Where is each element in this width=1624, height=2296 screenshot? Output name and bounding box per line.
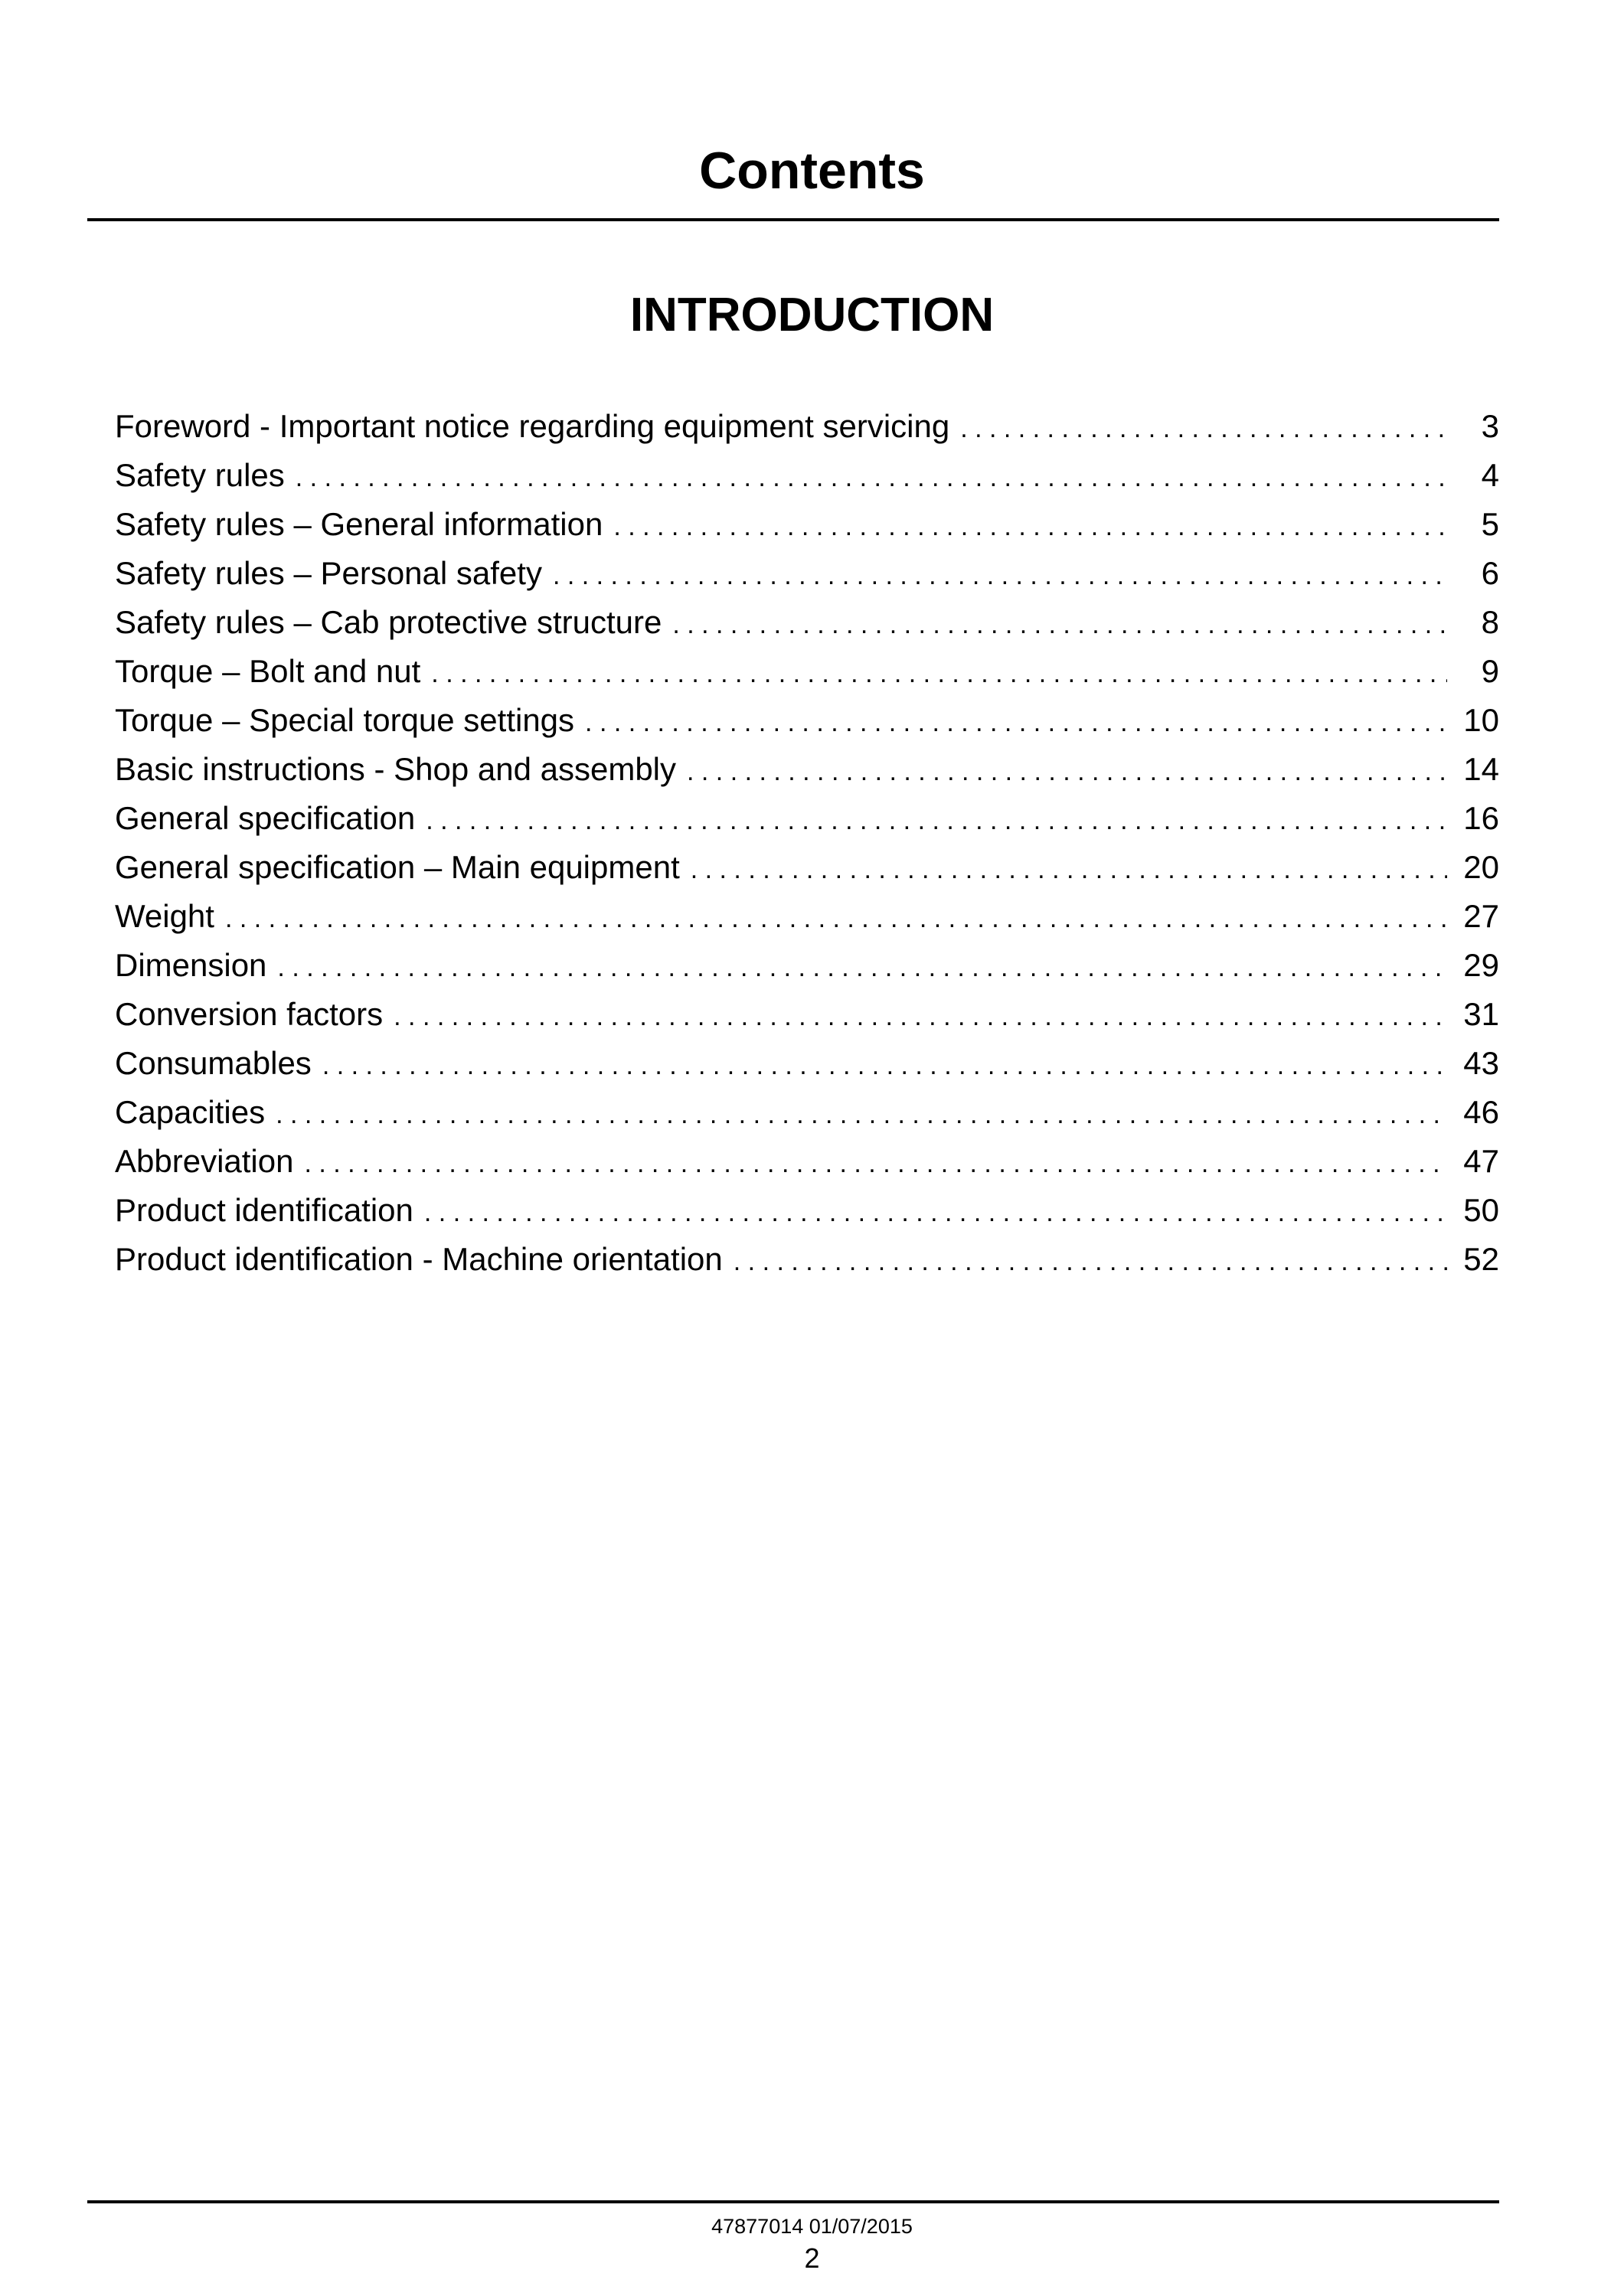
toc-entry-label: Foreword - Important notice regarding equipment servicing bbox=[115, 408, 950, 444]
toc-entry-page: 4 bbox=[1481, 457, 1499, 493]
document-reference: 47877014 01/07/2015 bbox=[711, 2215, 913, 2238]
dot-leader bbox=[304, 1139, 1447, 1188]
toc-entry-label: General specification – Main equipment bbox=[115, 849, 680, 885]
toc-entry[interactable] bbox=[115, 598, 1499, 647]
toc-entry-page: 50 bbox=[1463, 1192, 1499, 1228]
toc-entry[interactable] bbox=[115, 451, 1499, 500]
toc-entry-page: 14 bbox=[1463, 751, 1499, 787]
dot-leader bbox=[322, 1041, 1447, 1090]
page-number: 2 bbox=[804, 2242, 820, 2274]
toc-entry[interactable] bbox=[115, 892, 1499, 941]
dot-leader bbox=[553, 551, 1447, 600]
header-divider bbox=[87, 218, 1499, 221]
toc-entry[interactable] bbox=[115, 843, 1499, 892]
toc-entry-page: 52 bbox=[1463, 1241, 1499, 1277]
toc-entry-label: Abbreviation bbox=[115, 1143, 294, 1179]
toc-entry[interactable] bbox=[115, 1137, 1499, 1186]
dot-leader bbox=[426, 796, 1447, 845]
dot-leader bbox=[672, 600, 1447, 649]
toc-entry[interactable] bbox=[115, 745, 1499, 794]
toc-entry[interactable] bbox=[115, 941, 1499, 990]
toc-entry-page: 8 bbox=[1481, 604, 1499, 640]
dot-leader bbox=[691, 845, 1447, 894]
toc-entry-label: Safety rules bbox=[115, 457, 285, 493]
dot-leader bbox=[613, 502, 1447, 551]
toc-entry-label: Product identification bbox=[115, 1192, 413, 1228]
toc-entry-label: Capacities bbox=[115, 1094, 266, 1130]
toc-entry-label: Safety rules – Personal safety bbox=[115, 555, 542, 591]
toc-entry[interactable] bbox=[115, 696, 1499, 745]
toc-entry[interactable] bbox=[115, 402, 1499, 451]
toc-entry[interactable] bbox=[115, 1186, 1499, 1235]
toc-entry-label: Basic instructions - Shop and assembly bbox=[115, 751, 677, 787]
dot-leader bbox=[424, 1188, 1447, 1237]
toc-entry-label: Torque – Bolt and nut bbox=[115, 653, 421, 689]
dot-leader bbox=[394, 992, 1447, 1041]
table-of-contents bbox=[115, 402, 1499, 1284]
toc-entry-label: Safety rules – Cab protective structure bbox=[115, 604, 662, 640]
dot-leader bbox=[431, 649, 1447, 698]
toc-entry-page: 46 bbox=[1463, 1094, 1499, 1130]
toc-entry-label: Product identification - Machine orientation bbox=[115, 1241, 723, 1277]
toc-entry-page: 27 bbox=[1463, 898, 1499, 934]
toc-entry[interactable] bbox=[115, 1235, 1499, 1284]
toc-entry-label: Consumables bbox=[115, 1045, 312, 1081]
toc-entry[interactable] bbox=[115, 1039, 1499, 1088]
toc-entry-page: 31 bbox=[1463, 996, 1499, 1032]
dot-leader bbox=[276, 1090, 1447, 1139]
toc-entry[interactable] bbox=[115, 1088, 1499, 1137]
dot-leader bbox=[687, 747, 1447, 796]
toc-entry-page: 9 bbox=[1481, 653, 1499, 689]
toc-entry-label: Dimension bbox=[115, 947, 267, 983]
toc-entry-label: Torque – Special torque settings bbox=[115, 702, 575, 738]
toc-entry[interactable] bbox=[115, 647, 1499, 696]
toc-entry-page: 20 bbox=[1463, 849, 1499, 885]
toc-entry-label: Safety rules – General information bbox=[115, 506, 603, 542]
toc-entry[interactable] bbox=[115, 549, 1499, 598]
toc-entry-page: 47 bbox=[1463, 1143, 1499, 1179]
toc-entry[interactable] bbox=[115, 500, 1499, 549]
page-title: Contents bbox=[699, 142, 925, 200]
dot-leader bbox=[225, 894, 1447, 943]
toc-entry-page: 3 bbox=[1481, 408, 1499, 444]
toc-entry-page: 5 bbox=[1481, 506, 1499, 542]
toc-entry[interactable] bbox=[115, 794, 1499, 843]
footer-divider bbox=[87, 2200, 1499, 2203]
dot-leader bbox=[296, 453, 1447, 502]
dot-leader bbox=[277, 943, 1447, 992]
toc-entry-label: Weight bbox=[115, 898, 214, 934]
toc-entry-label: Conversion factors bbox=[115, 996, 384, 1032]
dot-leader bbox=[585, 698, 1447, 747]
dot-leader bbox=[734, 1237, 1447, 1286]
toc-entry-page: 10 bbox=[1463, 702, 1499, 738]
toc-entry-page: 29 bbox=[1463, 947, 1499, 983]
toc-entry-page: 16 bbox=[1463, 800, 1499, 836]
toc-entry-label: General specification bbox=[115, 800, 416, 836]
toc-entry-page: 43 bbox=[1463, 1045, 1499, 1081]
dot-leader bbox=[960, 404, 1447, 453]
toc-entry[interactable] bbox=[115, 990, 1499, 1039]
section-title: INTRODUCTION bbox=[629, 289, 995, 341]
toc-entry-page: 6 bbox=[1481, 555, 1499, 591]
